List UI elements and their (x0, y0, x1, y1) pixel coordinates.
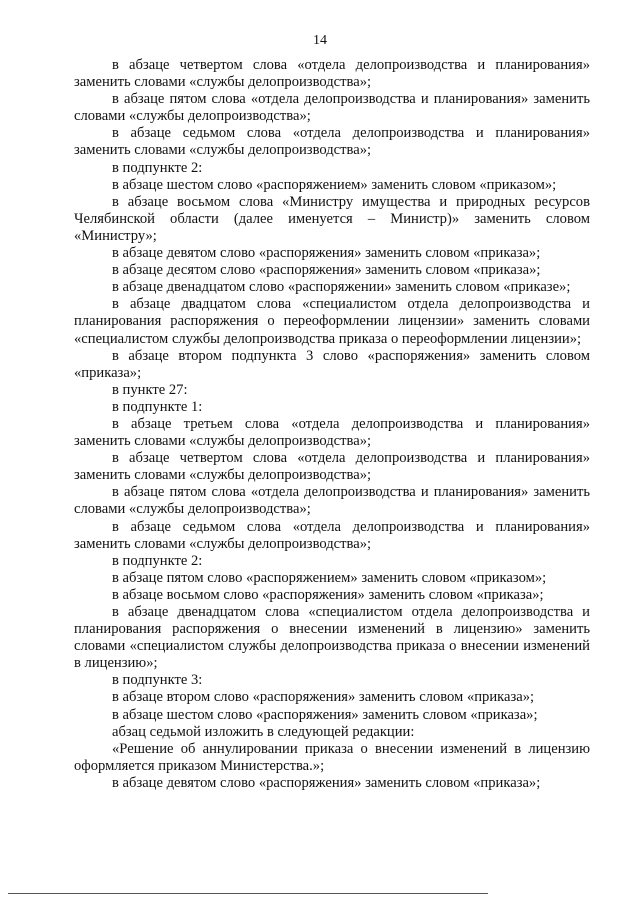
page-number: 14 (313, 33, 327, 48)
document-paragraph: в подпункте 2: (112, 552, 203, 569)
document-body (74, 57, 590, 792)
document-paragraph: в абзаце седьмом слова «отдела делопроизводства и планирования» заменить словами «службы делопроизводства»; (74, 125, 590, 159)
document-paragraph: в абзаце пятом слово «распоряжением» заменить словом «приказом»; (112, 569, 547, 586)
document-paragraph: в абзаце четвертом слова «отдела делопроизводства и планирования» заменить словами «службы делопроизводства»; (74, 57, 590, 91)
document-paragraph: в абзаце двенадцатом слова «специалистом отдела делопроизводства и планирования распоряжения о внесении изменений в лицензию» заменить словами «специалистом службы делопроизводства приказа о внесении изменений в лицензию»; (74, 604, 590, 672)
document-paragraph: в абзаце девятом слово «распоряжения» заменить словом «приказа»; (112, 245, 541, 262)
document-paragraph: в абзаце восьмом слова «Министру имущества и природных ресурсов Челябинской области (далее именуется – Министр)» заменить словом «Министру»; (74, 193, 590, 244)
document-paragraph: в пункте 27: (112, 381, 188, 398)
footer-divider (8, 893, 488, 894)
document-paragraph: в подпункте 2: (112, 159, 203, 176)
document-paragraph: в подпункте 3: (112, 672, 203, 689)
document-paragraph: в абзаце четвертом слова «отдела делопроизводства и планирования» заменить словами «службы делопроизводства»; (74, 450, 590, 484)
document-paragraph: в абзаце седьмом слова «отдела делопроизводства и планирования» заменить словами «службы делопроизводства»; (74, 518, 590, 552)
document-paragraph: в подпункте 1: (112, 398, 203, 415)
document-paragraph: в абзаце пятом слова «отдела делопроизводства и планирования» заменить словами «службы делопроизводства»; (74, 484, 590, 518)
document-paragraph: в абзаце восьмом слово «распоряжения» заменить словом «приказа»; (112, 586, 544, 603)
document-paragraph: в абзаце девятом слово «распоряжения» заменить словом «приказа»; (112, 774, 541, 791)
document-paragraph: в абзаце третьем слова «отдела делопроизводства и планирования» заменить словами «службы делопроизводства»; (74, 415, 590, 450)
document-paragraph: в абзаце шестом слово «распоряжения» заменить словом «приказа»; (112, 706, 538, 723)
document-paragraph: в абзаце шестом слово «распоряжением» заменить словом «приказом»; (112, 176, 557, 193)
document-paragraph: «Решение об аннулировании приказа о внесении изменений в лицензию оформляется приказом Министерства.»; (74, 740, 590, 774)
document-paragraph: в абзаце втором подпункта 3 слово «распоряжения» заменить словом «приказа»; (74, 347, 590, 381)
document-paragraph: в абзаце втором слово «распоряжения» заменить словом «приказа»; (112, 689, 535, 706)
document-paragraph: в абзаце десятом слово «распоряжения» заменить словом «приказа»; (112, 262, 541, 279)
document-paragraph: в абзаце пятом слова «отдела делопроизводства и планирования» заменить словами «службы делопроизводства»; (74, 91, 590, 125)
document-paragraph: в абзаце двадцатом слова «специалистом отдела делопроизводства и планирования распоряжения о переоформлении лицензии» заменить словами «специалистом службы делопроизводства приказа о переоформлении лицензии»; (74, 296, 590, 347)
document-paragraph: абзац седьмой изложить в следующей редакции: (112, 723, 415, 740)
document-paragraph: в абзаце двенадцатом слово «распоряжении» заменить словом «приказе»; (112, 279, 571, 296)
